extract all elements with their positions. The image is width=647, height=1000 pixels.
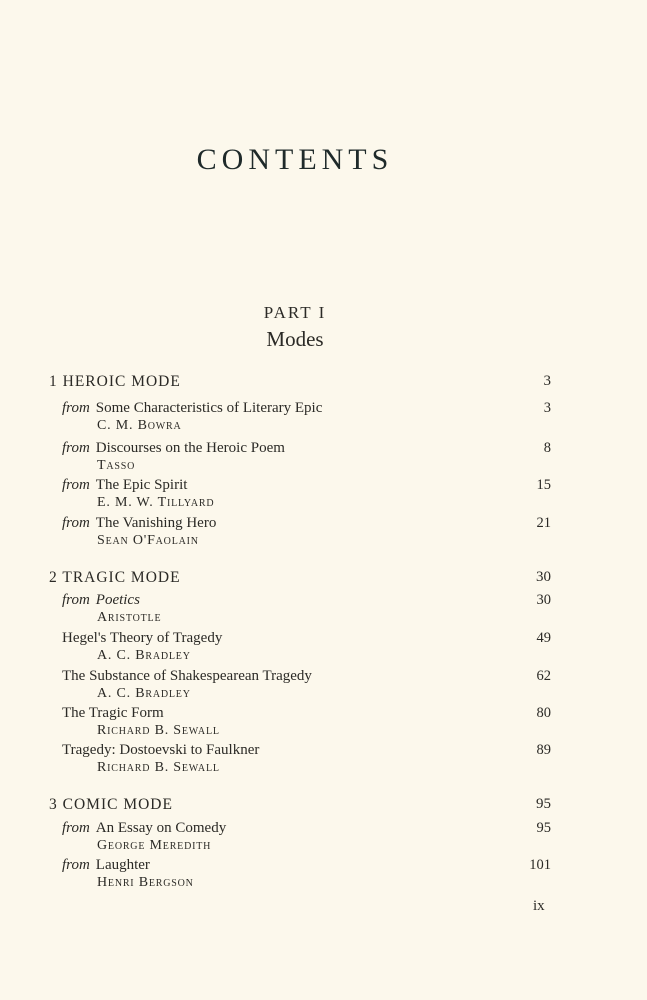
section-title: 3 COMIC MODE xyxy=(49,796,173,813)
entry-author: Tasso xyxy=(97,458,136,473)
part-name: Modes xyxy=(266,327,324,351)
page-number: 101 xyxy=(529,857,551,873)
entry-title: An Essay on Comedy xyxy=(95,820,227,836)
entry-title: Hegel's Theory of Tragedy xyxy=(62,630,223,646)
page-number: 62 xyxy=(536,668,551,684)
entry-prefix: from xyxy=(62,400,90,416)
entry-title: The Vanishing Hero xyxy=(95,515,217,531)
entry-author: Richard B. Sewall xyxy=(97,760,220,775)
page-number: 21 xyxy=(536,515,551,531)
toc-entry xyxy=(62,400,551,433)
entry-prefix: from xyxy=(62,857,90,873)
section-title: 1 HEROIC MODE xyxy=(49,373,181,390)
page-number: 49 xyxy=(536,630,551,646)
entry-author: E. M. W. Tillyard xyxy=(97,495,215,510)
toc-entry xyxy=(62,668,551,701)
page-folio: ix xyxy=(533,898,545,914)
entry-prefix: from xyxy=(62,440,90,456)
toc-entry xyxy=(62,515,551,548)
entry-title: Laughter xyxy=(95,857,150,873)
entry-title: The Tragic Form xyxy=(62,705,164,721)
entry-author: Henri Bergson xyxy=(97,875,194,890)
entry-author: Aristotle xyxy=(97,610,162,625)
entry-title: Poetics xyxy=(95,592,140,608)
entry-author: A. C. Bradley xyxy=(97,686,191,701)
section-heading xyxy=(49,796,551,814)
page-number: 95 xyxy=(536,796,551,812)
toc-entry xyxy=(62,820,551,853)
page-number: 8 xyxy=(543,440,551,456)
entry-author: Sean O'Faolain xyxy=(97,533,199,548)
toc-entry xyxy=(62,477,551,510)
page-number: 89 xyxy=(536,742,551,758)
entry-prefix: from xyxy=(62,477,90,493)
page-number: 95 xyxy=(536,820,551,836)
page-number: 80 xyxy=(536,705,551,721)
entry-title: The Epic Spirit xyxy=(95,477,188,493)
page-number: 3 xyxy=(543,400,551,416)
page-title: CONTENTS xyxy=(196,143,394,176)
entry-title: Tragedy: Dostoevski to Faulkner xyxy=(62,742,260,758)
page-number: 30 xyxy=(536,592,551,608)
entry-prefix: from xyxy=(62,515,90,531)
toc-entry xyxy=(62,630,551,663)
toc-entry xyxy=(62,742,551,775)
part-label: PART I xyxy=(263,303,327,322)
entry-author: George Meredith xyxy=(97,838,212,853)
section-title: 2 TRAGIC MODE xyxy=(49,569,181,586)
section-heading xyxy=(49,373,551,391)
entry-author: Richard B. Sewall xyxy=(97,723,220,738)
toc-entry xyxy=(62,857,551,890)
entry-author: A. C. Bradley xyxy=(97,648,191,663)
toc-entry xyxy=(62,705,551,738)
section-heading xyxy=(49,569,551,587)
toc-entry xyxy=(62,440,551,473)
entry-prefix: from xyxy=(62,820,90,836)
entry-title: Some Characteristics of Literary Epic xyxy=(95,400,323,416)
entry-title: Discourses on the Heroic Poem xyxy=(95,440,285,456)
entry-author: C. M. Bowra xyxy=(97,418,182,433)
entry-title: The Substance of Shakespearean Tragedy xyxy=(62,668,312,684)
page-number: 15 xyxy=(536,477,551,493)
toc-entry xyxy=(62,592,551,625)
entry-prefix: from xyxy=(62,592,90,608)
page-number: 3 xyxy=(543,373,551,389)
page-number: 30 xyxy=(536,569,551,585)
